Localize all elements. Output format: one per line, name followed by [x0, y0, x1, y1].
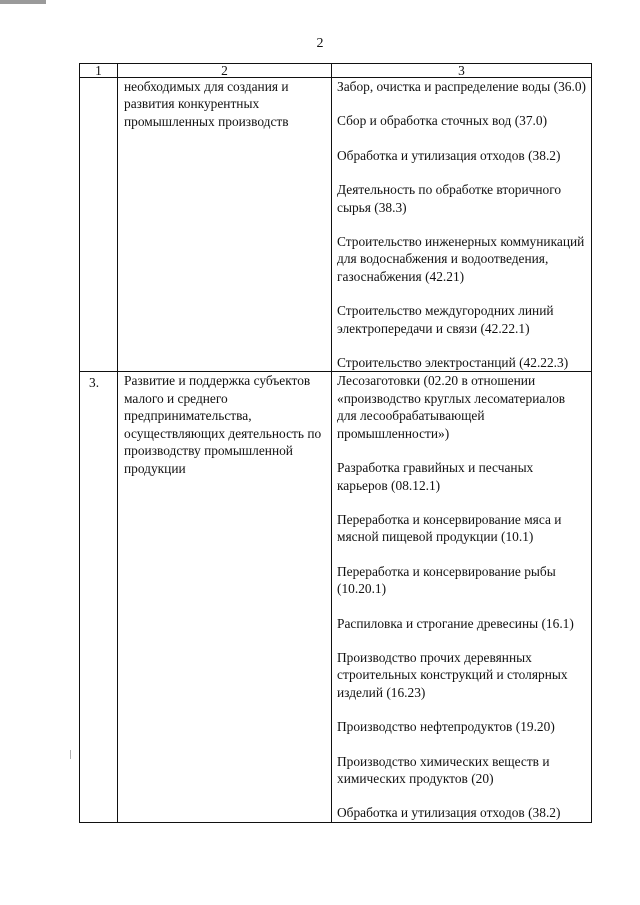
row-description: необходимых для создания и развития конкурентных промышленных производств: [124, 79, 289, 129]
okved-item: Переработка и консервирование мяса и мясной пищевой продукции (10.1): [337, 511, 562, 545]
row-description-cell: [118, 372, 332, 822]
okved-item: Производство прочих деревянных строительных конструкций и столярных изделий (16.23): [337, 649, 568, 700]
column-header-2: 2: [118, 64, 332, 78]
okved-item: Лесозаготовки (02.20 в отношении «производство круглых лесоматериалов для лесообрабатывающей промышленности»): [337, 373, 566, 441]
okved-item: Сбор и обработка сточных вод (37.0): [337, 113, 548, 129]
okved-item: Производство нефтепродуктов (19.20): [337, 719, 555, 735]
scan-corner-mark: [0, 0, 46, 4]
row-description-cell: [118, 78, 332, 372]
row-okved-cell: [332, 372, 592, 822]
okved-item: Переработка и консервирование рыбы (10.20.1): [337, 563, 556, 597]
okved-item: Строительство междугородних линий электропередачи и связи (42.22.1): [337, 303, 554, 336]
okved-table: [79, 63, 592, 823]
okved-item: Деятельность по обработке вторичного сырья (38.3): [337, 182, 562, 215]
row-okved-cell: [332, 78, 592, 372]
table-row: [80, 78, 592, 372]
okved-item: Обработка и утилизация отходов (38.2): [337, 147, 561, 163]
column-header-1: 1: [80, 64, 118, 78]
table-header-row: [80, 64, 592, 78]
okved-item: Производство химических веществ и химических продуктов (20): [337, 753, 550, 786]
row-number: 3.: [89, 375, 100, 391]
row-description: Развитие и поддержка субъектов малого и среднего предпринимательства, осуществляющих деятельность по производству промышленной продукции: [124, 373, 322, 476]
okved-item: Распиловка и строгание древесины (16.1): [337, 615, 574, 631]
page-number: 2: [316, 36, 324, 51]
okved-item: Обработка и утилизация отходов (38.2): [337, 805, 561, 821]
row-number-cell: [80, 372, 118, 822]
okved-item: Строительство электростанций (42.22.3): [337, 355, 569, 371]
column-header-3: 3: [332, 64, 592, 78]
row-number-cell: [80, 78, 118, 372]
okved-item: Забор, очистка и распределение воды (36.0): [337, 79, 586, 94]
okved-item: Разработка гравийных и песчаных карьеров (08.12.1): [337, 460, 534, 493]
row-number: [80, 78, 117, 80]
table-row: [80, 372, 592, 822]
scan-margin-mark: [70, 750, 71, 759]
okved-item: Строительство инженерных коммуникаций для водоснабжения и водоотведения, газоснабжения (42.21): [337, 234, 585, 284]
okved-list: [332, 78, 591, 371]
okved-list: [332, 372, 591, 821]
